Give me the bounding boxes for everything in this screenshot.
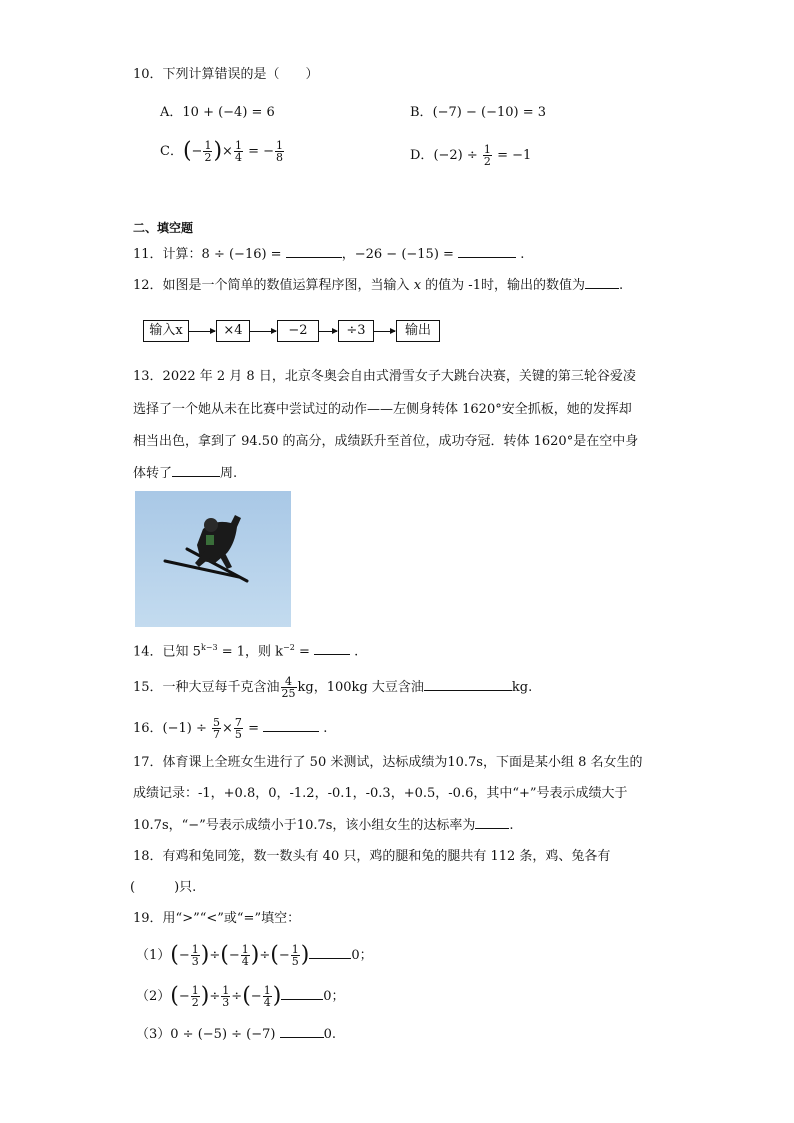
q19-part2: （2）(− $\frac{1}{2}$ )÷ $\frac{1}{3}$ ÷(− $\frac{1}{4}$ ) 0； [136, 983, 345, 1009]
q18-line2: ( )只. [130, 880, 197, 895]
flow-arrow [373, 331, 395, 332]
q19-part1: （1）(− $\frac{1}{3}$ )÷(− $\frac{1}{4}$ )÷(− $\frac{1}{5}$ ) 0； [136, 942, 373, 968]
q16: 16．(−1) ÷ $\frac{5}{7}$ × $\frac{7}{5}$ = . [133, 716, 328, 741]
skier-photo [135, 491, 291, 627]
flow-arrow [188, 331, 215, 332]
q10-option-d: D．(−2) ÷ $\frac{1}{2}$ = −1 [410, 143, 532, 168]
q14: 14．已知 $5^{k-3} = 1$，则 $k^{-2}$ = . [133, 643, 359, 660]
q10-option-c: C．(− $\frac{1}{2}$ )× $\frac{1}{4}$ = − $\frac{1}{8}$ [160, 138, 284, 164]
skier-illustration [135, 491, 291, 627]
q17-line2: 成绩记录：-1，+0.8，0，-1.2，-0.1，-0.3，+0.5，-0.6，其中“+”号表示成绩大于 [133, 786, 628, 801]
q15: 15．一种大豆每千克含油 $\frac{4}{25}$ kg，100kg 大豆含油 kg. [133, 675, 533, 700]
q10-option-a: A．10 + (−4) = 6 [160, 105, 275, 120]
q17-line3: 10.7s，“−”号表示成绩小于10.7s，该小组女生的达标率为 . [133, 818, 514, 833]
q13-line1: 13．2022 年 2 月 8 日，北京冬奥会自由式滑雪女子大跳台决赛，关键的第三轮谷爱凌 [133, 369, 636, 384]
flow-box-input: 输入x [143, 320, 189, 342]
q19-stem: 19．用“>”“<”或“=”填空： [133, 911, 301, 926]
q19-part3: （3）0 ÷ (−5) ÷ (−7) 0. [136, 1027, 337, 1042]
q13-line3: 相当出色，拿到了 94.50 的高分，成绩跃升至首位，成功夺冠．转体 1620°是在空中身 [133, 434, 639, 449]
flow-box-divide: ÷3 [338, 320, 374, 342]
q11: 11．计算：8 ÷ (−16) = ，−26 − (−15) = . [133, 247, 525, 262]
q12: 12．如图是一个简单的数值运算程序图，当输入 x 的值为 -1时，输出的数值为 . [133, 278, 624, 293]
section-title: 二、填空题 [133, 221, 194, 235]
flow-box-subtract: −2 [277, 320, 319, 342]
flow-box-multiply: ×4 [216, 320, 250, 342]
q10-stem: 10．下列计算错误的是（ ） [133, 67, 319, 82]
q18-line1: 18．有鸡和兔同笼，数一数头有 40 只，鸡的腿和兔的腿共有 112 条，鸡、兔各有 [133, 849, 611, 864]
flow-arrow [249, 331, 276, 332]
q17-line1: 17．体育课上全班女生进行了 50 米测试，达标成绩为10.7s，下面是某小组 8 名女生的 [133, 755, 643, 770]
q13-line2: 选择了一个她从未在比赛中尝试过的动作——左侧身转体 1620°安全抓板，她的发挥却 [133, 402, 632, 417]
q13-line4: 体转了 周. [133, 466, 238, 481]
flow-arrow [318, 331, 337, 332]
q10-option-b: B．(−7) − (−10) = 3 [410, 105, 547, 120]
flow-box-output: 输出 [396, 320, 440, 342]
